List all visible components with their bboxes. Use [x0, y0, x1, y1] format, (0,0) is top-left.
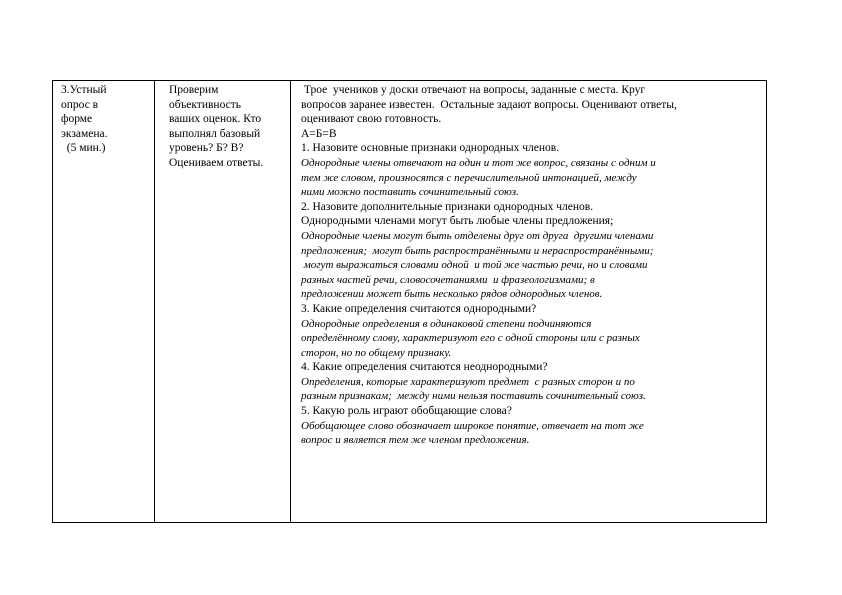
question-line: А=Б=В — [301, 127, 337, 140]
answer-line: могут выражаться словами одной и той же частью речи, но и словами — [301, 259, 648, 272]
answer-line: Однородные определения в одинаковой степени подчиняются — [301, 317, 592, 330]
answer-line: ними можно поставить сочинительный союз. — [301, 186, 519, 199]
teacher-line: выполнял базовый — [169, 127, 261, 140]
answer-line: вопрос и является тем же членом предложения. — [301, 434, 530, 447]
answer-line: тем же словом, произносятся с перечислительной интонацией, между — [301, 171, 637, 184]
stage-line: опрос в — [61, 98, 99, 111]
stage-line: (5 мин.) — [61, 142, 106, 155]
answer-line: Обобщающее слово обозначает широкое понятие, отвечает на тот же — [301, 419, 644, 432]
answer-line: определённому слову, характеризуют его с одной стороны или с разных — [301, 332, 640, 345]
teacher-line: Проверим — [169, 84, 219, 96]
table-row — [53, 81, 767, 523]
answer-line: Определения, которые характеризуют предмет с разных сторон и по — [301, 375, 635, 388]
teacher-line: уровень? Б? В? — [169, 142, 244, 155]
answer-line: предложении может быть несколько рядов однородных членов. — [301, 288, 603, 301]
teacher-line: объективность — [169, 98, 241, 111]
question-line: 3. Какие определения считаются однородными? — [301, 302, 537, 315]
question-line: Трое учеников у доски отвечают на вопросы, заданные с места. Круг — [301, 84, 646, 96]
question-line: 2. Назовите дополнительные признаки однородных членов. — [301, 200, 594, 213]
question-line: Однородными членами могут быть любые члены предложения; — [301, 215, 614, 228]
answer-line: сторон, но по общему признаку. — [301, 346, 452, 359]
stage-cell — [53, 81, 155, 523]
lesson-plan-table — [52, 80, 767, 523]
answer-line: Однородные члены отвечают на один и тот же вопрос, связаны с одним и — [301, 156, 656, 169]
question-line: 4. Какие определения считаются неоднородными? — [301, 361, 548, 374]
answer-line: разных частей речи, словосочетаниями и фразеологизмами; в — [301, 273, 595, 286]
teacher-line: Оцениваем ответы. — [169, 156, 264, 169]
stage-line: форме — [61, 113, 93, 126]
teacher-activity-cell — [155, 81, 291, 523]
answer-line: разным признакам; между ними нельзя поставить сочинительный союз. — [301, 390, 646, 403]
stage-line: 3.Устный — [61, 84, 107, 96]
teacher-line: ваших оценок. Кто — [169, 113, 262, 126]
answer-line: предложения; могут быть распространёнными и нераспространёнными; — [301, 244, 654, 257]
stage-line: экзамена. — [61, 127, 108, 140]
question-line: 5. Какую роль играют обобщающие слова? — [301, 405, 512, 418]
question-line: 1. Назовите основные признаки однородных членов. — [301, 142, 560, 155]
question-line: оценивают свою готовность. — [301, 113, 442, 126]
answer-line: Однородные члены могут быть отделены друг от друга другими членами — [301, 229, 654, 242]
student-activity-cell — [291, 81, 767, 523]
question-line: вопросов заранее известен. Остальные задают вопросы. Оценивают ответы, — [301, 98, 677, 111]
